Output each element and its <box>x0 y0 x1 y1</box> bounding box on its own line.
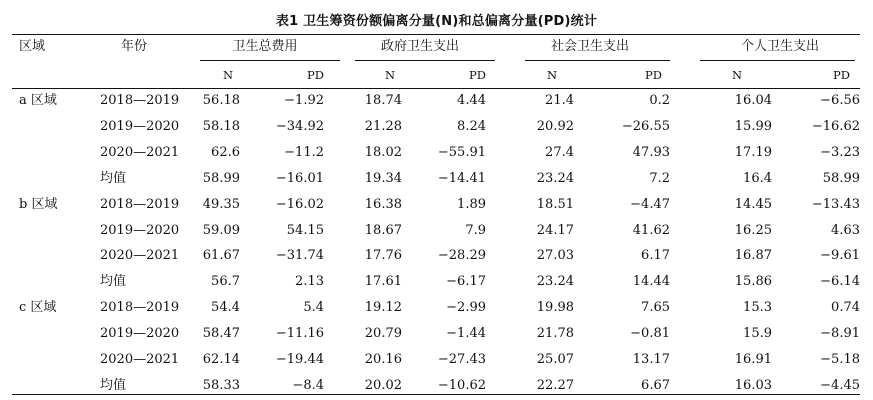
table-cell: 6.17 <box>641 248 670 264</box>
table-cell: 14.45 <box>734 196 772 212</box>
subheader-n: N <box>546 68 558 82</box>
header-region: 区域 <box>19 39 46 54</box>
table-cell: 5.4 <box>303 300 324 316</box>
table-cell: 58.18 <box>202 118 240 134</box>
table-cell: 62.6 <box>211 144 240 160</box>
table-cell: 62.14 <box>202 352 240 367</box>
table-cell: 18.74 <box>364 93 402 108</box>
table-cell: 16.87 <box>734 248 772 264</box>
table-cell: 6.67 <box>641 377 670 393</box>
row-year: 均值 <box>100 377 127 393</box>
table-cell: 16.03 <box>734 377 772 393</box>
table-cell: 15.9 <box>743 326 772 342</box>
row-year: 2019—2020 <box>100 222 180 238</box>
table-cell: −10.62 <box>437 377 486 393</box>
table-cell: 23.24 <box>536 170 574 186</box>
table-cell: 27.03 <box>536 248 574 264</box>
header-group-personal: 个人卫生支出 <box>740 39 819 54</box>
table-cell: 41.62 <box>632 222 670 238</box>
table-cell: 56.7 <box>211 274 240 290</box>
table-cell: −16.62 <box>811 118 860 134</box>
table-cell: −28.29 <box>437 248 486 264</box>
table-cell: 23.24 <box>536 274 574 290</box>
table-cell: −2.99 <box>446 300 486 316</box>
table-cell: 17.19 <box>734 144 772 160</box>
table-cell: 22.27 <box>536 377 574 393</box>
table-cell: 19.98 <box>536 300 574 316</box>
table-cell: −55.91 <box>437 144 486 160</box>
table-cell: 61.67 <box>202 248 240 264</box>
table-cell: −16.02 <box>275 196 324 212</box>
table-cell: 19.12 <box>364 300 402 316</box>
table-cell: 18.02 <box>364 144 402 160</box>
row-year: 均值 <box>100 274 127 290</box>
table-cell: 1.89 <box>457 196 486 212</box>
table-cell: 7.9 <box>465 222 486 238</box>
header-year: 年份 <box>121 39 148 54</box>
table-title: 表1 卫生筹资份额偏离分量(N)和总偏离分量(PD)统计 <box>275 14 598 29</box>
table-cell: 21.28 <box>364 118 402 134</box>
table-cell: 56.18 <box>202 93 240 108</box>
table-cell: −34.92 <box>275 118 324 134</box>
table-cell: −11.2 <box>284 144 324 160</box>
table-cell: −1.92 <box>284 93 324 108</box>
row-region: b 区域 <box>19 196 58 212</box>
table-cell: −13.43 <box>811 196 860 212</box>
table-cell: 58.47 <box>202 326 240 342</box>
table-cell: 58.33 <box>202 377 240 393</box>
table-cell: 18.67 <box>364 222 402 238</box>
table-cell: −1.44 <box>446 326 486 342</box>
table-cell: 16.25 <box>734 222 772 238</box>
table-cell: 25.07 <box>536 352 574 367</box>
table-cell: 47.93 <box>632 144 670 160</box>
table-cell: −9.61 <box>820 248 860 264</box>
row-year: 2018—2019 <box>100 196 180 212</box>
table-cell: 17.61 <box>364 274 402 290</box>
table-cell: −14.41 <box>437 170 486 186</box>
group-underline-personal <box>700 60 855 61</box>
row-year: 2020—2021 <box>100 144 180 160</box>
table-cell: 7.65 <box>641 300 670 316</box>
table-cell: −3.23 <box>820 144 860 160</box>
header-group-total: 卫生总费用 <box>232 39 298 54</box>
row-year: 2020—2021 <box>100 352 180 367</box>
subheader-n: N <box>222 68 234 82</box>
table-cell: 0.2 <box>649 93 670 108</box>
table-cell: 20.02 <box>364 377 402 393</box>
table-cell: −11.16 <box>275 326 324 342</box>
subheader-pd: PD <box>307 68 324 82</box>
table-cell: −8.91 <box>820 326 860 342</box>
subheader-n: N <box>731 68 743 82</box>
table-cell: 59.09 <box>202 222 240 238</box>
table-cell: −4.47 <box>630 196 670 212</box>
top-rule <box>12 34 860 35</box>
table-cell: 4.63 <box>831 222 860 238</box>
table-cell: −8.4 <box>292 377 324 393</box>
table-cell: 15.99 <box>734 118 772 134</box>
table-cell: −6.17 <box>446 274 486 290</box>
row-year: 2019—2020 <box>100 326 180 342</box>
table-cell: −31.74 <box>275 248 324 264</box>
table-cell: 7.2 <box>649 170 670 186</box>
header-group-government: 政府卫生支出 <box>380 39 459 54</box>
table-cell: 18.51 <box>536 196 574 212</box>
table-cell: −4.45 <box>820 377 860 393</box>
table-cell: 16.91 <box>734 352 772 367</box>
row-year: 2019—2020 <box>100 118 180 134</box>
group-underline-government <box>355 60 495 61</box>
table-cell: −6.56 <box>820 93 860 108</box>
table-cell: 21.4 <box>545 93 574 108</box>
table-cell: 8.24 <box>457 118 486 134</box>
table-cell: 16.04 <box>734 93 772 108</box>
table-cell: 20.16 <box>364 352 402 367</box>
table-cell: 54.15 <box>286 222 324 238</box>
table-cell: 17.76 <box>364 248 402 264</box>
subheader-pd: PD <box>833 68 850 82</box>
row-year: 均值 <box>100 170 127 186</box>
table-cell: 15.3 <box>743 300 772 316</box>
table-cell: 4.44 <box>457 93 486 108</box>
header-group-social: 社会卫生支出 <box>550 39 629 54</box>
table-cell: 16.4 <box>743 170 772 186</box>
table-cell: −16.01 <box>275 170 324 186</box>
table-cell: −6.14 <box>820 274 860 290</box>
table-cell: −27.43 <box>437 352 486 367</box>
table-cell: 0.74 <box>831 300 860 316</box>
table-cell: 13.17 <box>632 352 670 367</box>
table-cell: 20.92 <box>536 118 574 134</box>
table-cell: 16.38 <box>364 196 402 212</box>
table-cell: 20.79 <box>364 326 402 342</box>
subheader-pd: PD <box>645 68 662 82</box>
table-cell: 58.99 <box>202 170 240 186</box>
table-cell: 15.86 <box>734 274 772 290</box>
table-cell: 49.35 <box>202 196 240 212</box>
table-cell: −0.81 <box>630 326 670 342</box>
group-underline-total <box>200 60 340 61</box>
table-cell: 14.44 <box>632 274 670 290</box>
table-cell: −5.18 <box>820 352 860 367</box>
bottom-rule <box>12 394 860 395</box>
group-underline-social <box>525 60 670 61</box>
table-cell: 54.4 <box>211 300 240 316</box>
table-cell: 2.13 <box>295 274 324 290</box>
header-rule <box>12 88 860 89</box>
subheader-pd: PD <box>469 68 486 82</box>
row-year: 2020—2021 <box>100 248 180 264</box>
table-cell: −19.44 <box>275 352 324 367</box>
table-cell: 58.99 <box>822 170 860 186</box>
table-cell: 27.4 <box>545 144 574 160</box>
subheader-n: N <box>384 68 396 82</box>
table-cell: 19.34 <box>364 170 402 186</box>
row-year: 2018—2019 <box>100 300 180 316</box>
row-region: a 区域 <box>19 93 57 108</box>
row-region: c 区域 <box>19 300 57 316</box>
table-cell: −26.55 <box>621 118 670 134</box>
table-cell: 21.78 <box>536 326 574 342</box>
table-cell: 24.17 <box>536 222 574 238</box>
row-year: 2018—2019 <box>100 93 180 108</box>
